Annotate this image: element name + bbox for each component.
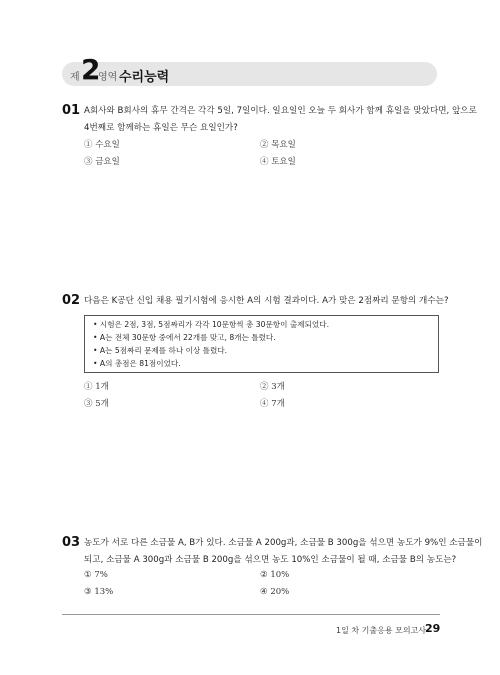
question-text-line: 농도가 서로 다른 소금물 A, B가 있다. 소금물 A 200g과, 소금물 B 300g을 섞으면 농도가 9%인 소금물이: [84, 538, 483, 548]
answer-option[interactable]: ① 7%: [84, 570, 108, 580]
section-title: 수리능력: [119, 70, 170, 85]
answer-option[interactable]: ② 10%: [260, 570, 290, 580]
question-text-line: 4번째로 함께하는 휴일은 무슨 요일인가?: [84, 123, 238, 133]
answer-option[interactable]: ④ 20%: [260, 587, 290, 597]
question-text-line: 다음은 K공단 신입 채용 필기시험에 응시한 A의 시험 결과이다. A가 맞은 2점짜리 문항의 개수는?: [84, 296, 449, 306]
section-number: 2: [81, 53, 101, 86]
answer-option[interactable]: ④ 7개: [260, 399, 285, 409]
answer-option[interactable]: ④ 토요일: [260, 157, 296, 167]
answer-option[interactable]: ② 목요일: [260, 140, 296, 150]
question-number: 02: [62, 293, 81, 308]
section-prefix: 제: [70, 72, 80, 83]
condition-line: • A는 5점짜리 문제를 하나 이상 틀렸다.: [93, 346, 228, 355]
answer-option[interactable]: ③ 5개: [84, 399, 109, 409]
section-suffix: 영역: [98, 72, 118, 83]
footer-divider: [62, 614, 440, 615]
condition-line: • A는 전체 30문항 중에서 22개를 맞고, 8개는 틀렸다.: [93, 333, 276, 342]
question-number: 03: [62, 535, 81, 550]
answer-option[interactable]: ① 1개: [84, 382, 109, 392]
condition-line: • A의 총점은 81점이었다.: [93, 359, 181, 368]
answer-option[interactable]: ② 3개: [260, 382, 285, 392]
condition-line: • 시험은 2점, 3점, 5점짜리가 각각 10문항씩 총 30문항이 출제되었다.: [93, 320, 329, 329]
footer-title: 1일 차 기출응용 모의고사: [336, 626, 426, 635]
question-number: 01: [62, 103, 81, 118]
answer-option[interactable]: ③ 13%: [84, 587, 114, 597]
answer-option[interactable]: ① 수요일: [84, 140, 120, 150]
question-text-line: A회사와 B회사의 휴무 간격은 각각 5일, 7일이다. 일요일인 오늘 두 회사가 함께 휴일을 맞았다면, 앞으로: [84, 106, 477, 116]
condition-box: [84, 315, 439, 373]
question-text-line: 되고, 소금물 A 300g과 소금물 B 200g을 섞으면 농도 10%인 소금물이 될 때, 소금물 B의 농도는?: [84, 555, 457, 565]
answer-option[interactable]: ③ 금요일: [84, 157, 120, 167]
page-number: 29: [425, 622, 441, 635]
